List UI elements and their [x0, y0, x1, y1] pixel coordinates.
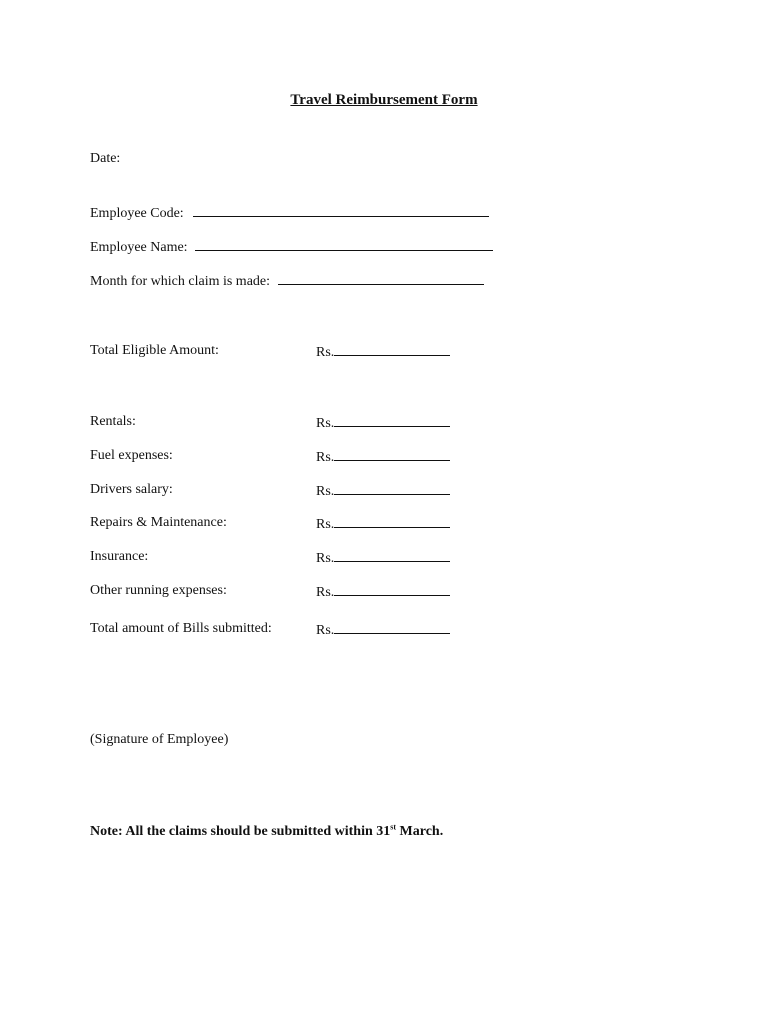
currency-prefix: Rs. [316, 345, 335, 360]
form-title: Travel Reimbursement Form [290, 92, 478, 108]
total-eligible-field[interactable] [334, 343, 450, 356]
expense-label-rentals: Rentals: [90, 414, 136, 429]
submission-note [90, 824, 443, 840]
expense-amount-rentals [316, 414, 450, 432]
employee-code-label: Employee Code: [90, 206, 184, 221]
date-label: Date: [90, 151, 121, 166]
other-expenses-field[interactable] [334, 583, 450, 596]
expense-amount-fuel [316, 448, 450, 466]
employee-name-label: Employee Name: [90, 240, 188, 255]
currency-prefix: Rs. [316, 416, 335, 431]
expense-amount-drivers [316, 482, 450, 500]
currency-prefix: Rs. [316, 585, 335, 600]
currency-prefix: Rs. [316, 551, 335, 566]
total-bills-field[interactable] [334, 621, 450, 634]
employee-name-row [90, 238, 493, 256]
expense-label-insurance: Insurance: [90, 549, 149, 564]
total-eligible-label: Total Eligible Amount: [90, 343, 219, 358]
expense-label-other: Other running expenses: [90, 583, 227, 598]
expense-label-repairs: Repairs & Maintenance: [90, 515, 227, 530]
expense-amount-repairs [316, 515, 450, 533]
currency-prefix: Rs. [316, 517, 335, 532]
expense-label-drivers: Drivers salary: [90, 482, 173, 497]
note-text: Note: All the claims should be submitted within 31 [90, 824, 391, 839]
employee-name-field[interactable] [195, 238, 493, 251]
expense-amount-insurance [316, 549, 450, 567]
rentals-field[interactable] [334, 414, 450, 427]
claim-month-row [90, 272, 484, 290]
expense-amount-other [316, 583, 450, 601]
currency-prefix: Rs. [316, 623, 335, 638]
employee-code-row [90, 204, 489, 222]
claim-month-label: Month for which claim is made: [90, 274, 271, 289]
currency-prefix: Rs. [316, 450, 335, 465]
currency-prefix: Rs. [316, 484, 335, 499]
signature-label: (Signature of Employee) [90, 732, 229, 747]
expense-label-fuel: Fuel expenses: [90, 448, 173, 463]
drivers-salary-field[interactable] [334, 482, 450, 495]
employee-code-field[interactable] [193, 204, 489, 217]
note-superscript: st [390, 822, 397, 832]
expense-amount-total-bills [316, 621, 450, 639]
claim-month-field[interactable] [278, 272, 484, 285]
total-eligible-amount [316, 343, 450, 361]
fuel-field[interactable] [334, 448, 450, 461]
repairs-field[interactable] [334, 515, 450, 528]
insurance-field[interactable] [334, 549, 450, 562]
note-suffix: March. [396, 824, 444, 839]
expense-label-total-bills: Total amount of Bills submitted: [90, 621, 272, 636]
